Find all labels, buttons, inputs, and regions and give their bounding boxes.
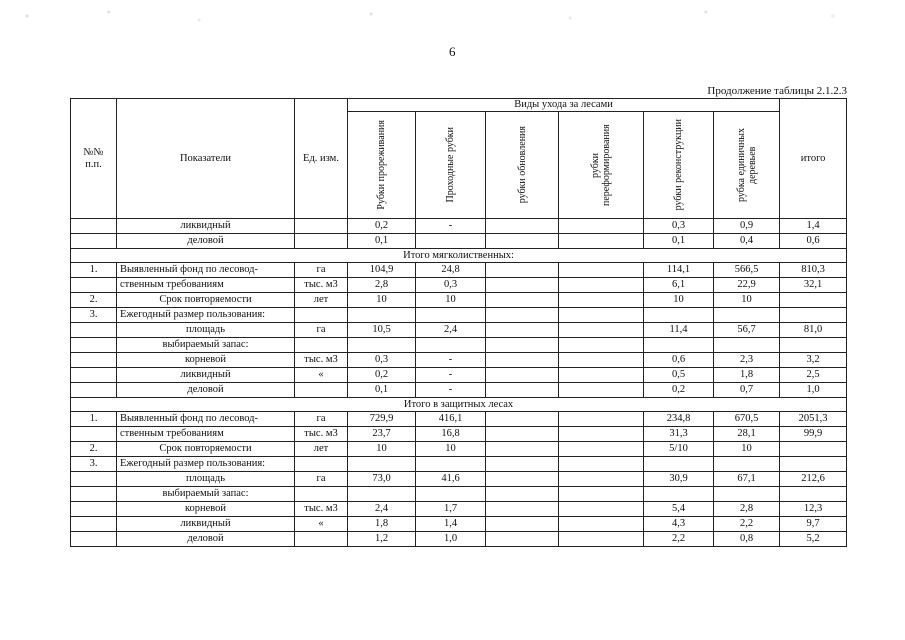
value-cell: 32,1 — [780, 278, 847, 293]
value-cell: 16,8 — [416, 427, 486, 442]
table-row — [71, 427, 847, 442]
row-number — [71, 234, 117, 249]
table-row — [71, 517, 847, 532]
value-cell — [486, 472, 559, 487]
row-label: Срок повторяемости — [117, 293, 295, 308]
header-care-group: Виды ухода за лесами — [348, 99, 780, 112]
table-row — [71, 532, 847, 547]
value-cell — [714, 308, 780, 323]
value-cell — [714, 338, 780, 353]
value-cell: 0,2 — [348, 219, 416, 234]
value-cell — [486, 457, 559, 472]
value-cell: 114,1 — [644, 263, 714, 278]
value-cell: 24,8 — [416, 263, 486, 278]
value-cell — [486, 293, 559, 308]
value-cell: 0,7 — [714, 383, 780, 398]
value-cell — [416, 487, 486, 502]
row-unit — [295, 487, 348, 502]
value-cell: 9,7 — [780, 517, 847, 532]
header-thinning: Рубки прореживания — [348, 112, 416, 219]
table-row — [71, 502, 847, 517]
value-cell: 0,1 — [348, 383, 416, 398]
row-label: Выявленный фонд по лесовод- — [117, 412, 295, 427]
table-row — [71, 308, 847, 323]
value-cell — [714, 487, 780, 502]
value-cell — [416, 457, 486, 472]
row-number — [71, 338, 117, 353]
value-cell: 2,8 — [348, 278, 416, 293]
value-cell: 0,4 — [714, 234, 780, 249]
value-cell — [486, 532, 559, 547]
header-single-tree-cutting: рубка единичных деревьев — [714, 112, 780, 219]
row-label: корневой — [117, 502, 295, 517]
header-passage-cutting: Проходные рубки — [416, 112, 486, 219]
value-cell: 2,4 — [416, 323, 486, 338]
value-cell — [486, 502, 559, 517]
value-cell: 1,2 — [348, 532, 416, 547]
row-number: 1. — [71, 412, 117, 427]
row-unit: « — [295, 517, 348, 532]
row-number — [71, 323, 117, 338]
value-cell — [559, 293, 644, 308]
value-cell — [559, 368, 644, 383]
value-cell: 10 — [416, 442, 486, 457]
table-row — [71, 219, 847, 234]
value-cell: 0,1 — [644, 234, 714, 249]
value-cell: 10 — [644, 293, 714, 308]
value-cell — [559, 412, 644, 427]
table-row — [71, 457, 847, 472]
table-row — [71, 278, 847, 293]
value-cell: 0,6 — [780, 234, 847, 249]
value-cell: - — [416, 383, 486, 398]
value-cell — [486, 278, 559, 293]
value-cell — [714, 457, 780, 472]
value-cell: 6,1 — [644, 278, 714, 293]
value-cell: 212,6 — [780, 472, 847, 487]
row-unit: тыс. м3 — [295, 427, 348, 442]
table-row — [71, 368, 847, 383]
value-cell — [559, 234, 644, 249]
row-label: корневой — [117, 353, 295, 368]
value-cell — [780, 308, 847, 323]
row-number — [71, 487, 117, 502]
row-label: Выявленный фонд по лесовод- — [117, 263, 295, 278]
table-row — [71, 442, 847, 457]
value-cell: 73,0 — [348, 472, 416, 487]
table-continuation-label: Продолжение таблицы 2.1.2.3 — [707, 85, 847, 97]
value-cell: 2,3 — [714, 353, 780, 368]
value-cell — [486, 517, 559, 532]
value-cell — [780, 293, 847, 308]
row-unit — [295, 219, 348, 234]
row-number: 2. — [71, 293, 117, 308]
table-row — [71, 353, 847, 368]
row-unit: га — [295, 472, 348, 487]
value-cell — [559, 338, 644, 353]
row-label: Ежегодный размер пользования: — [117, 457, 295, 472]
value-cell — [486, 323, 559, 338]
value-cell: 11,4 — [644, 323, 714, 338]
value-cell — [559, 427, 644, 442]
value-cell: - — [416, 353, 486, 368]
value-cell — [486, 219, 559, 234]
row-label: ственным требованиям — [117, 427, 295, 442]
value-cell — [348, 308, 416, 323]
row-unit — [295, 383, 348, 398]
value-cell: 0,5 — [644, 368, 714, 383]
value-cell: 2,2 — [644, 532, 714, 547]
row-unit: « — [295, 368, 348, 383]
section-title: Итого мягколиственных: — [71, 249, 847, 263]
value-cell: 2,5 — [780, 368, 847, 383]
value-cell: 810,3 — [780, 263, 847, 278]
value-cell — [486, 383, 559, 398]
value-cell — [559, 517, 644, 532]
header-reformation-cutting: рубки переформирования — [559, 112, 644, 219]
value-cell — [644, 457, 714, 472]
value-cell — [559, 442, 644, 457]
value-cell — [780, 442, 847, 457]
value-cell — [486, 263, 559, 278]
value-cell — [348, 338, 416, 353]
header-renewal-cutting: рубки обновления — [486, 112, 559, 219]
value-cell — [486, 353, 559, 368]
value-cell: 0,1 — [348, 234, 416, 249]
row-unit: га — [295, 412, 348, 427]
row-unit — [295, 457, 348, 472]
value-cell: 1,8 — [714, 368, 780, 383]
value-cell: 23,7 — [348, 427, 416, 442]
value-cell — [559, 323, 644, 338]
value-cell: 10 — [416, 293, 486, 308]
row-unit: лет — [295, 293, 348, 308]
value-cell — [486, 412, 559, 427]
value-cell — [486, 368, 559, 383]
value-cell — [348, 487, 416, 502]
table-header — [71, 99, 847, 219]
value-cell — [348, 457, 416, 472]
section-title-row — [71, 398, 847, 412]
value-cell — [486, 308, 559, 323]
row-unit: га — [295, 323, 348, 338]
value-cell: 1,0 — [416, 532, 486, 547]
value-cell: 1,0 — [780, 383, 847, 398]
row-unit: га — [295, 263, 348, 278]
value-cell: 31,3 — [644, 427, 714, 442]
value-cell: 0,2 — [348, 368, 416, 383]
row-number: 3. — [71, 308, 117, 323]
value-cell: 234,8 — [644, 412, 714, 427]
row-label: выбираемый запас: — [117, 487, 295, 502]
page-number: 6 — [449, 44, 456, 59]
row-label: площадь — [117, 323, 295, 338]
row-label: ственным требованиям — [117, 278, 295, 293]
table-row — [71, 472, 847, 487]
forest-care-table — [70, 98, 847, 547]
value-cell — [559, 353, 644, 368]
value-cell: 1,4 — [416, 517, 486, 532]
row-number — [71, 219, 117, 234]
row-unit — [295, 234, 348, 249]
value-cell: 30,9 — [644, 472, 714, 487]
value-cell: 10 — [348, 293, 416, 308]
row-unit: тыс. м3 — [295, 502, 348, 517]
value-cell — [559, 532, 644, 547]
row-number — [71, 472, 117, 487]
row-unit: лет — [295, 442, 348, 457]
header-unit: Ед. изм. — [295, 99, 348, 219]
value-cell — [559, 457, 644, 472]
scan-noise — [0, 0, 905, 40]
value-cell: 2,8 — [714, 502, 780, 517]
row-number — [71, 278, 117, 293]
value-cell: 3,2 — [780, 353, 847, 368]
value-cell — [644, 487, 714, 502]
value-cell: 1,7 — [416, 502, 486, 517]
header-indicators: Показатели — [117, 99, 295, 219]
table-row — [71, 487, 847, 502]
value-cell: 566,5 — [714, 263, 780, 278]
value-cell: 0,3 — [416, 278, 486, 293]
value-cell: 5,2 — [780, 532, 847, 547]
table-row — [71, 338, 847, 353]
value-cell: 0,6 — [644, 353, 714, 368]
value-cell: - — [416, 219, 486, 234]
value-cell: 56,7 — [714, 323, 780, 338]
value-cell — [780, 487, 847, 502]
value-cell — [559, 278, 644, 293]
row-label: ликвидный — [117, 368, 295, 383]
value-cell — [559, 487, 644, 502]
value-cell: 1,8 — [348, 517, 416, 532]
row-label: деловой — [117, 234, 295, 249]
section-title: Итого в защитных лесах — [71, 398, 847, 412]
value-cell — [486, 442, 559, 457]
table-row — [71, 383, 847, 398]
value-cell: 1,4 — [780, 219, 847, 234]
row-number — [71, 353, 117, 368]
value-cell — [486, 487, 559, 502]
row-label: деловой — [117, 383, 295, 398]
value-cell: 81,0 — [780, 323, 847, 338]
value-cell — [644, 338, 714, 353]
row-label: деловой — [117, 532, 295, 547]
row-number: 1. — [71, 263, 117, 278]
row-number — [71, 517, 117, 532]
value-cell: 0,3 — [644, 219, 714, 234]
value-cell: 10,5 — [348, 323, 416, 338]
row-unit — [295, 308, 348, 323]
value-cell: 2,4 — [348, 502, 416, 517]
header-num: №№ п.п. — [71, 99, 117, 219]
value-cell — [416, 308, 486, 323]
value-cell: 104,9 — [348, 263, 416, 278]
row-number: 2. — [71, 442, 117, 457]
value-cell: 28,1 — [714, 427, 780, 442]
value-cell — [486, 427, 559, 442]
table-row — [71, 412, 847, 427]
row-number — [71, 502, 117, 517]
value-cell — [559, 472, 644, 487]
row-label: Ежегодный размер пользования: — [117, 308, 295, 323]
value-cell — [780, 457, 847, 472]
table-row — [71, 263, 847, 278]
value-cell — [416, 234, 486, 249]
row-number — [71, 368, 117, 383]
value-cell: 10 — [714, 442, 780, 457]
row-label: площадь — [117, 472, 295, 487]
value-cell — [559, 263, 644, 278]
value-cell: - — [416, 368, 486, 383]
value-cell: 22,9 — [714, 278, 780, 293]
value-cell: 41,6 — [416, 472, 486, 487]
header-reconstruction-cutting: рубки реконструкции — [644, 112, 714, 219]
row-unit — [295, 338, 348, 353]
value-cell — [780, 338, 847, 353]
row-number: 3. — [71, 457, 117, 472]
value-cell: 0,9 — [714, 219, 780, 234]
row-unit: тыс. м3 — [295, 278, 348, 293]
row-unit: тыс. м3 — [295, 353, 348, 368]
value-cell — [486, 338, 559, 353]
row-label: ликвидный — [117, 219, 295, 234]
value-cell — [416, 338, 486, 353]
value-cell: 10 — [714, 293, 780, 308]
value-cell — [486, 234, 559, 249]
table-row — [71, 323, 847, 338]
table-body — [71, 219, 847, 547]
table-row — [71, 293, 847, 308]
row-label: ликвидный — [117, 517, 295, 532]
header-total: итого — [780, 99, 847, 219]
value-cell: 0,8 — [714, 532, 780, 547]
row-number — [71, 532, 117, 547]
value-cell: 2051,3 — [780, 412, 847, 427]
value-cell: 416,1 — [416, 412, 486, 427]
value-cell — [644, 308, 714, 323]
value-cell — [559, 383, 644, 398]
value-cell: 12,3 — [780, 502, 847, 517]
value-cell — [559, 502, 644, 517]
value-cell: 99,9 — [780, 427, 847, 442]
row-number — [71, 383, 117, 398]
row-number — [71, 427, 117, 442]
row-label: Срок повторяемости — [117, 442, 295, 457]
value-cell: 670,5 — [714, 412, 780, 427]
value-cell: 67,1 — [714, 472, 780, 487]
value-cell: 0,2 — [644, 383, 714, 398]
value-cell: 2,2 — [714, 517, 780, 532]
value-cell — [559, 219, 644, 234]
value-cell: 10 — [348, 442, 416, 457]
value-cell: 0,3 — [348, 353, 416, 368]
value-cell: 5,4 — [644, 502, 714, 517]
row-unit — [295, 532, 348, 547]
table-row — [71, 234, 847, 249]
value-cell: 5/10 — [644, 442, 714, 457]
value-cell: 729,9 — [348, 412, 416, 427]
value-cell: 4,3 — [644, 517, 714, 532]
row-label: выбираемый запас: — [117, 338, 295, 353]
value-cell — [559, 308, 644, 323]
section-title-row — [71, 249, 847, 263]
